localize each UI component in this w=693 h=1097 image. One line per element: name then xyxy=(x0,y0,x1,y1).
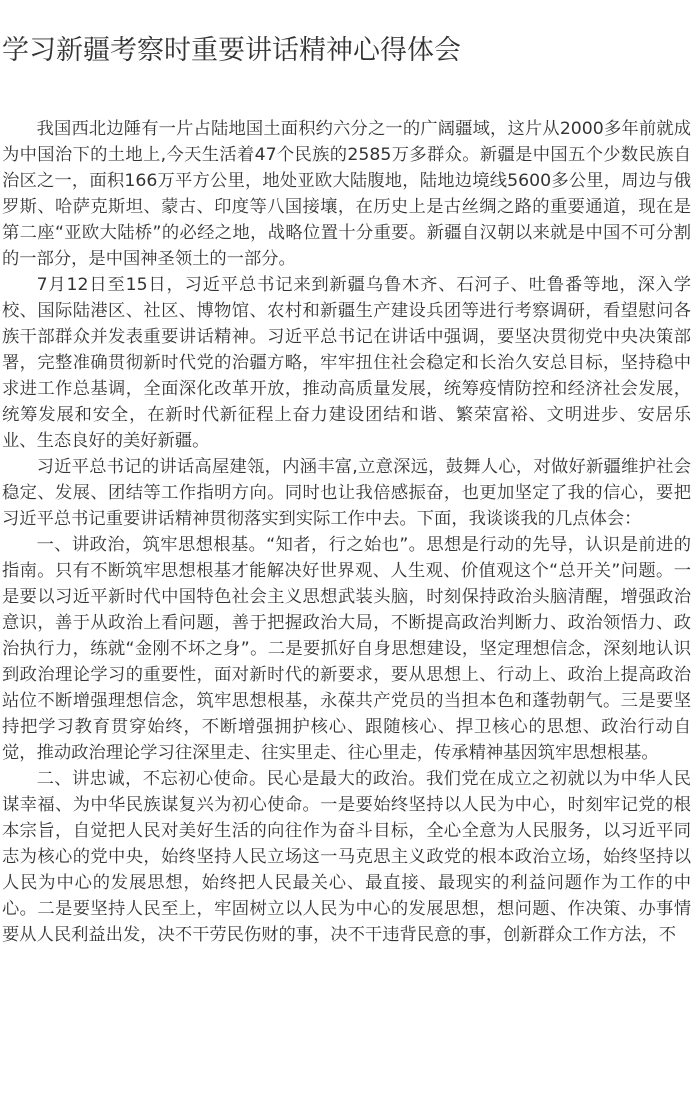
document-title: 学习新疆考察时重要讲话精神心得体会 xyxy=(2,35,461,66)
paragraph-reflection: 习近平总书记的讲话高屋建瓴，内涵丰富,立意深远，鼓舞人心，对做好新疆维护社会稳定、发展、团结等工作指明方向。同时也让我倍感振奋，也更加坚定了我的信心，要把习近平总书记重要讲话精神贯彻落实到实际工作中去。下面，我谈谈我的几点体会： xyxy=(2,457,691,529)
paragraph-point-one: 一、讲政治，筑牢思想根基。“知者，行之始也”。思想是行动的先导，认识是前进的指南。只有不断筑牢思想根基才能解决好世界观、人生观、价值观这个“总开关”问题。一是要以习近平新时代中国特色社会主义思想武装头脑，时刻保持政治头脑清醒，增强政治意识，善于从政治上看问题，善于把握政治大局，不断提高政治判断力、政治领悟力、政治执行力，练就“金刚不坏之身”。二是要抓好自身思想建设，坚定理想信念，深刻地认识到政治理论学习的重要性，面对新时代的新要求，要从思想上、行动上、政治上提高政治站位不断增强理想信念，筑牢思想根基，永葆共产党员的当担本色和蓬勃朝气。三是要坚持把学习教育贯穿始终，不断增强拥护核心、跟随核心、捍卫核心的思想、政治行动自觉，推动政治理论学习往深里走、往实里走、往心里走，传承精神基因筑牢思想根基。 xyxy=(2,535,691,763)
paragraph-point-two: 二、讲忠诚，不忘初心使命。民心是最大的政治。我们党在成立之初就以为中华人民谋幸福、为中华民族谋复兴为初心使命。一是要始终坚持以人民为中心，时刻牢记党的根本宗旨，自觉把人民对美好生活的向往作为奋斗目标，全心全意为人民服务，以习近平同志为核心的党中央，始终坚持人民立场这一马克思主义政党的根本政治立场，始终坚持以人民为中心的发展思想，始终把人民最关心、最直接、最现实的利益问题作为工作的中心。二是要坚持人民至上，牢固树立以人民为中心的发展思想，想问题、作决策、办事情要从人民利益出发，决不干劳民伤财的事，决不干违背民意的事，创新群众工作方法，不 xyxy=(2,769,691,945)
paragraph-inspection: 7月12日至15日，习近平总书记来到新疆乌鲁木齐、石河子、吐鲁番等地，深入学校、国际陆港区、社区、博物馆、农村和新疆生产建设兵团等进行考察调研，看望慰问各族干部群众并发表重要讲话精神。习近平总书记在讲话中强调，要坚决贯彻党中央决策部署，完整准确贯彻新时代党的治疆方略，牢牢扭住社会稳定和长治久安总目标，坚持稳中求进工作总基调，全面深化改革开放，推动高质量发展，统筹疫情防控和经济社会发展，统筹发展和安全，在新时代新征程上奋力建设团结和谐、繁荣富裕、文明进步、安居乐业、生态良好的美好新疆。 xyxy=(2,275,691,451)
document-body xyxy=(2,116,691,948)
paragraph-intro: 我国西北边陲有一片占陆地国土面积约六分之一的广阔疆域，这片从2000多年前就成为中国治下的土地上,今天生活着47个民族的2585万多群众。新疆是中国五个少数民族自治区之一，面积166万平方公里，地处亚欧大陆腹地，陆地边境线5600多公里，周边与俄罗斯、哈萨克斯坦、蒙古、印度等八国接壤，在历史上是古丝绸之路的重要通道，现在是第二座“亚欧大陆桥”的必经之地，战略位置十分重要。新疆自汉朝以来就是中国不可分割的一部分，是中国神圣领土的一部分。 xyxy=(2,119,691,269)
